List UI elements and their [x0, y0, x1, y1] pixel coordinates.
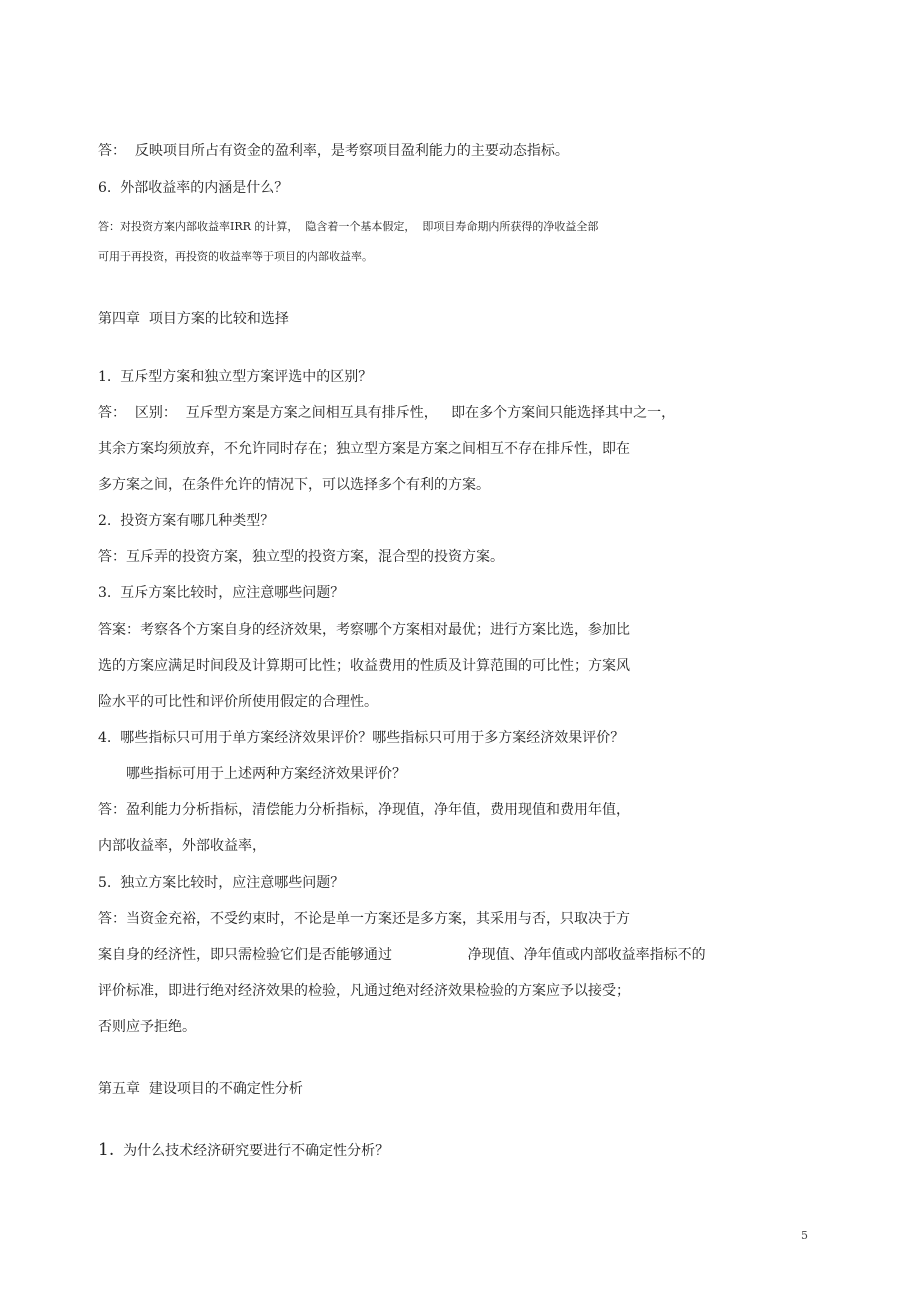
- answer-text: 否则应予拒绝。: [98, 1019, 196, 1035]
- question-1-chapter-5: 1. 为什么技术经济研究要进行不确定性分析？: [98, 1140, 390, 1160]
- answer-text: 多方案之间，在条件允许的情况下，可以选择多个有利的方案。: [98, 477, 490, 493]
- answer-text: 险水平的可比性和评价所使用假定的合理性。: [98, 694, 378, 710]
- question-1: 1. 互斥型方案和独立型方案评选中的区别？: [98, 369, 373, 385]
- answer-text: 选的方案应满足时间段及计算期可比性；收益费用的性质及计算范围的可比性；方案风: [98, 658, 630, 674]
- question-4-continued: 哪些指标可用于上述两种方案经济效果评价？: [126, 766, 406, 782]
- answer-text: 答案：考察各个方案自身的经济效果，考察哪个方案相对最优；进行方案比选，参加比: [98, 622, 630, 638]
- chapter-4-heading: 第四章 项目方案的比较和选择: [98, 311, 289, 327]
- chapter-5-heading: 第五章 建设项目的不确定性分析: [98, 1081, 303, 1097]
- question-4: 4. 哪些指标只可用于单方案经济效果评价？哪些指标只可用于多方案经济效果评价？: [98, 730, 625, 746]
- answer-text: 案自身的经济性，即只需检验它们是否能够通过 净现值、净年值或内部收益率指标不的: [98, 947, 706, 963]
- question-6: 6. 外部收益率的内涵是什么？: [98, 180, 289, 196]
- answer-text: 内部收益率，外部收益率，: [98, 838, 266, 854]
- answer-text: 答： 区别： 互斥型方案是方案之间相互具有排斥性， 即在多个方案间只能选择其中之一，: [98, 405, 676, 421]
- answer-text: 评价标准，即进行绝对经济效果的检验，凡通过绝对经济效果检验的方案应予以接受；: [98, 983, 630, 999]
- question-3: 3. 互斥方案比较时，应注意哪些问题？: [98, 585, 345, 601]
- answer-text: 答：当资金充裕，不受约束时，不论是单一方案还是多方案，其采用与否，只取决于方: [98, 911, 630, 927]
- question-5: 5. 独立方案比较时，应注意哪些问题？: [98, 875, 345, 891]
- answer-text: 答： 反映项目所占有资金的盈利率，是考察项目盈利能力的主要动态指标。: [98, 143, 569, 159]
- question-2: 2. 投资方案有哪几种类型？: [98, 513, 275, 529]
- answer-text: 答：盈利能力分析指标，清偿能力分析指标，净现值，净年值，费用现值和费用年值，: [98, 802, 630, 818]
- answer-text: 答：互斥弄的投资方案，独立型的投资方案，混合型的投资方案。: [98, 549, 504, 565]
- answer-text: 其余方案均须放弃，不允许同时存在；独立型方案是方案之间相互不存在排斥性，即在: [98, 441, 630, 457]
- answer-text: 可用于再投资，再投资的收益率等于项目的内部收益率。: [98, 250, 373, 263]
- page-number: 5: [801, 1229, 808, 1242]
- answer-text: 答：对投资方案内部收益率IRR 的计算， 隐含着一个基本假定， 即项目寿命期内所获得的净收益全部: [98, 220, 599, 233]
